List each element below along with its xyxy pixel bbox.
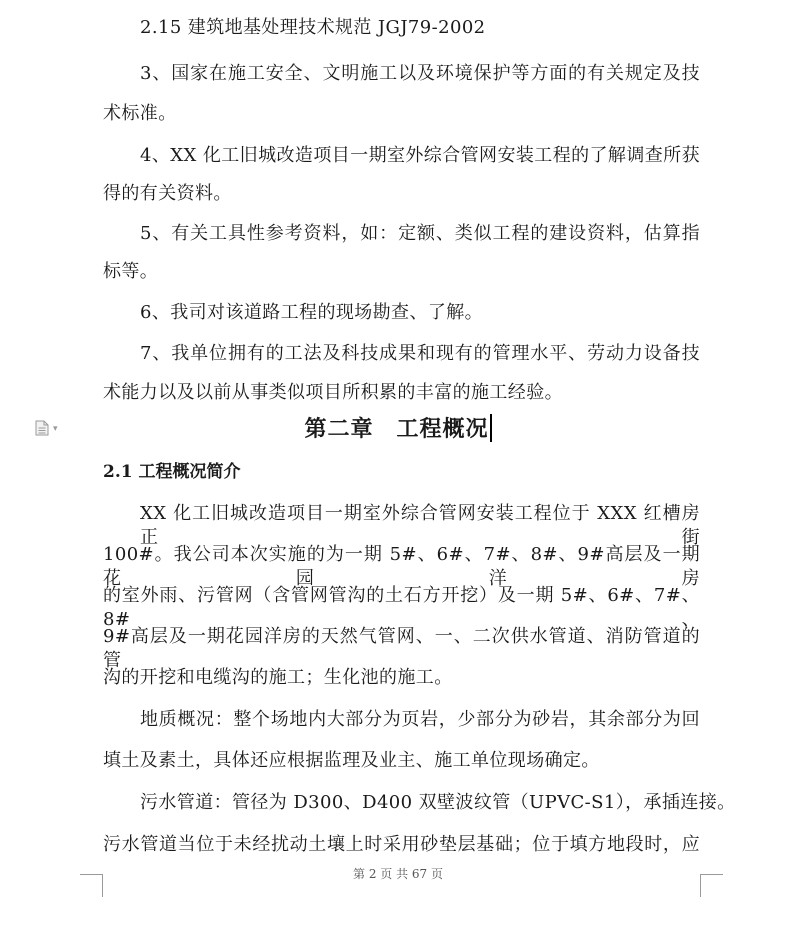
text-line: 2.15 建筑地基处理技术规范 JGJ79-2002 [140, 17, 486, 38]
text-line: 4、XX 化工旧城改造项目一期室外综合管网安装工程的了解调查所获 [140, 145, 700, 166]
text-line: 标等。 [103, 261, 159, 282]
text-line: 5、有关工具性参考资料，如：定额、类似工程的建设资料，估算指 [140, 223, 700, 244]
text-line: 的室外雨、污管网（含管网管沟的土石方开挖）及一期 5#、6#、7#、8#、 [103, 585, 700, 630]
text-line: 污水管道：管径为 D300、D400 双壁波纹管（UPVC-S1），承插连接。 [140, 792, 736, 813]
text-line: 沟的开挖和电缆沟的施工；生化池的施工。 [103, 667, 453, 688]
text-line: XX 化工旧城改造项目一期室外综合管网安装工程位于 XXX 红槽房正街 [140, 503, 700, 548]
section-heading: 2.1 工程概况简介 [103, 462, 241, 482]
text-line: 术能力以及以前从事类似项目所积累的丰富的施工经验。 [103, 382, 563, 403]
text-line: 得的有关资料。 [103, 183, 232, 204]
text-line: 地质概况：整个场地内大部分为页岩，少部分为砂岩，其余部分为回 [140, 709, 700, 730]
text-line: 填土及素土，具体还应根据监理及业主、施工单位现场确定。 [103, 750, 600, 771]
chapter-title: 第二章 工程概况 [0, 414, 796, 444]
text-line: 6、我司对该道路工程的现场勘查、了解。 [140, 302, 484, 323]
text-line: 3、国家在施工安全、文明施工以及环境保护等方面的有关规定及技 [140, 63, 700, 84]
text-line: 100#。我公司本次实施的为一期 5#、6#、7#、8#、9#高层及一期花园洋房 [103, 544, 700, 589]
text-line: 术标准。 [103, 103, 177, 124]
text-line: 9#高层及一期花园洋房的天然气管网、一、二次供水管道、消防管道的管 [103, 626, 700, 671]
text-line: 7、我单位拥有的工法及科技成果和现有的管理水平、劳动力设备技 [140, 343, 700, 364]
dropdown-arrow-icon[interactable]: ▾ [53, 424, 58, 434]
page-number: 第 2 页 共 67 页 [353, 867, 443, 881]
text-cursor [490, 414, 492, 442]
text-line: 污水管道当位于未经扰动土壤上时采用砂垫层基础；位于填方地段时，应 [103, 834, 700, 855]
